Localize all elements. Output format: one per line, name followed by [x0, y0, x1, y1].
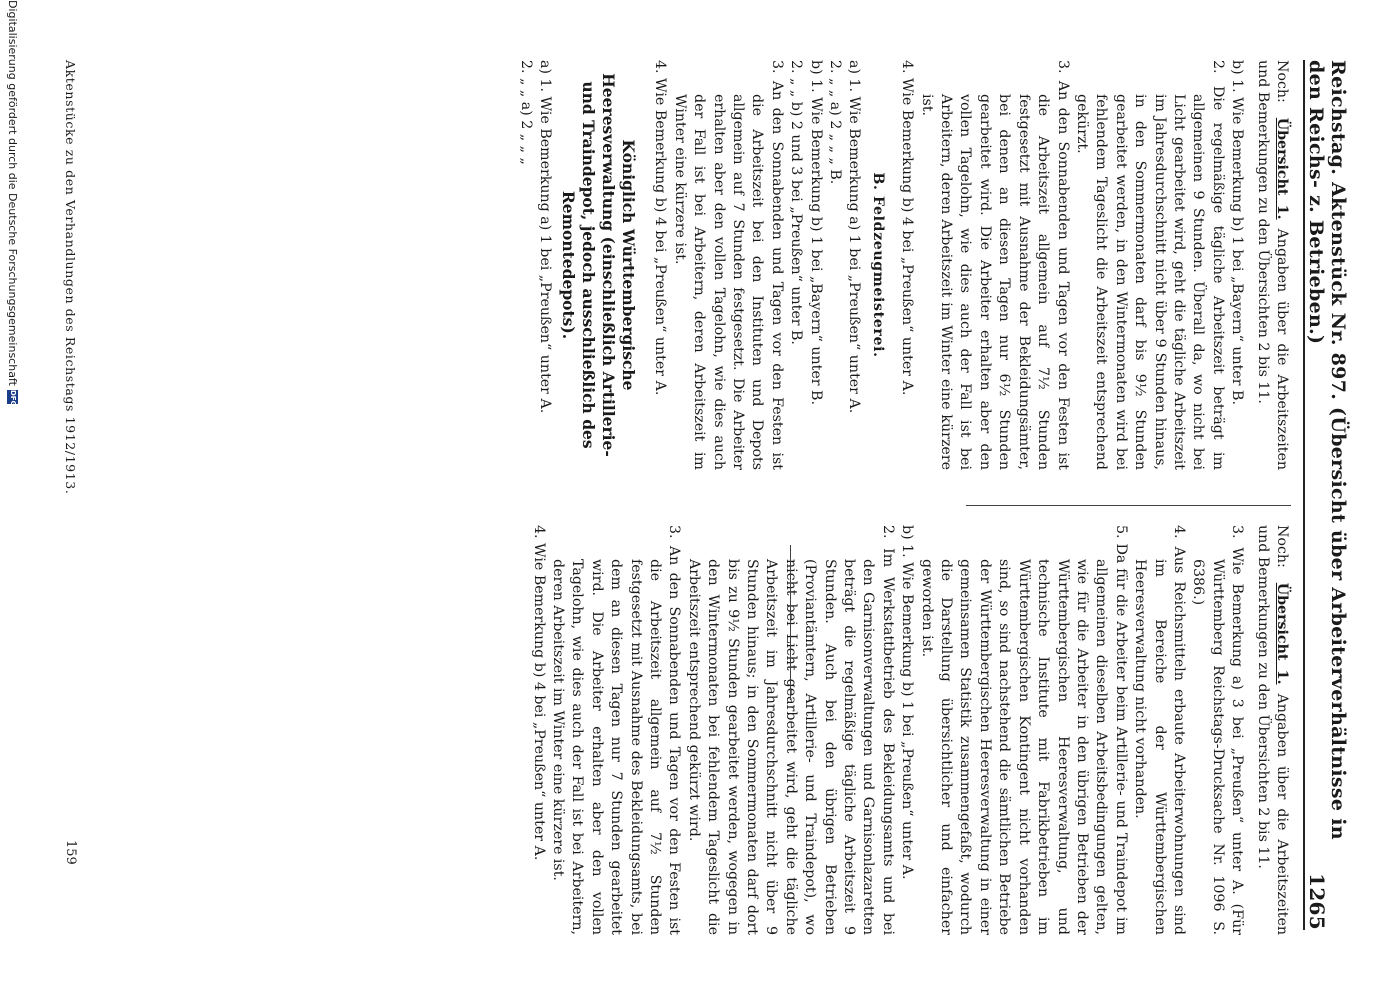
note-text: Angaben über die Arbeitszeiten und Bemerkungen zu den Übersichten 2 bis 11. [1254, 60, 1290, 470]
remark-item: 2. Die regelmäßige tägliche Arbeitszeit beträgt im allgemeinen 9 Stunden. Überall da, wo nicht bei Licht gearbeitet wird, geht die tägliche Arbeitszeit im Jahresdurchschnitt nicht über 9 Stunden hinaus, in den Sommermonaten darf bis 9½ Stunden gearbeitet werden, in den Wintermonaten wird bei fehlendem Tageslicht die Arbeitszeit entsprechend gekürzt. [1073, 60, 1226, 470]
remark-item: 3. An den Sonnabenden und Tagen vor den Festen ist die Arbeitszeit bei den Instituten und Depots allgemein auf 7 Stunden festgesetzt. Die Arbeiter erhalten aber den vollen Tagelohn, wie dies auch der Fall ist bei Arbeitern, deren Arbeitszeit im Winter eine kürzere ist. [671, 60, 785, 470]
note-ref: Übersicht 1. [1274, 117, 1290, 220]
dfg-logo-icon: DFG [9, 389, 18, 407]
section-heading: Königlich Württembergische Heeresverwaltung (einschließlich Artillerie- und Traindepot, jedoch ausschließlich des Remontedepots). [559, 73, 638, 457]
remark-item: 3. An den Sonnabenden und Tagen vor den Festen ist die Arbeitszeit allgemein auf 7½ Stunden festgesetzt mit Ausnahme der Bekleidungsämter, bei denen an diesen Tagen nur 6½ Stunden gearbeitet wird. Die Arbeiter erhalten aber den vollen Tagelohn, wie dies auch der Fall ist bei Arbeitern, deren Arbeitszeit im Winter eine kürzere ist. [918, 60, 1071, 470]
left-note [1252, 60, 1291, 470]
footer-page-number: 159 [63, 840, 78, 865]
remark-item: 2. „ „ a) 2 „ „ „ [517, 60, 534, 165]
separator-rule [790, 545, 791, 700]
remark-item: a) 1. Wie Bemerkung a) 1 bei „Preußen“ unter A. [846, 60, 863, 414]
right-note [1252, 525, 1291, 935]
page-header [1303, 60, 1349, 930]
note-label: Noch: [1274, 525, 1290, 568]
remark-item: 2. Im Werkstattbetrieb des Bekleidungsamts und bei den Garnisonverwaltungen und Garnisonlazaretten beträgt die regelmäßige tägliche Arbeitszeit 9 Stunden. Auch bei den übrigen Betrieben (Proviantämtern, Artillerie- und Traindepot), wo nicht bei Licht gearbeitet wird, geht die tägliche Arbeitszeit im Jahresdurchschnitt nicht über 9 Stunden hinaus; in den Sommermonaten darf dort bis zu 9½ Stunden gearbeitet werden, wogegen in den Wintermonaten bei fehlendem Tageslicht die Arbeitszeit entsprechend gekürzt wird. [685, 525, 896, 935]
right-column [528, 525, 1291, 935]
remark-item: a) 1. Wie Bemerkung a) 1 bei „Preußen“ unter A. [537, 60, 553, 414]
left-column [515, 60, 1291, 470]
column-divider [966, 505, 1291, 506]
header-title: Reichstag. Aktenstück Nr. 897. (Übersicht über Arbeiterverhältnisse in den Reichs- z. Betrieben.) [1305, 60, 1349, 840]
remark-item: b) 1. Wie Bemerkung b) 1 bei „Bayern“ unter B. [1229, 60, 1246, 405]
note-text: Angaben über die Arbeitszeiten und Bemerkungen zu den Übersichten 2 bis 11. [1254, 525, 1290, 935]
remark-item: b) 1. Wie Bemerkung b) 1 bei „Preußen“ unter A. [899, 525, 916, 880]
footer-title: Aktenstücke zu den Verhandlungen des Reichstags 1912/1913. [63, 60, 78, 495]
section-heading: B. Feldzeugmeisterei. [869, 172, 886, 358]
remark-item: 5. Da für die Arbeiter beim Artillerie- und Traindepot im allgemeinen dieselben Arbeitsbedingungen gelten, wie für die Arbeiter in den übrigen Betrieben der Württembergischen Heeresverwaltung, und technische Institute mit Fabrikbetrieben im Württembergischen Kontingent nicht vorhanden sind, so sind nachstehend die sämtlichen Betriebe der Württembergischen Heeresverwaltung in einer gemeinsamen Statistik zusammengefaßt, wodurch die Darstellung übersichtlicher und einfacher geworden ist. [918, 525, 1129, 935]
remark-item: 4. Wie Bemerkung b) 4 bei „Preußen“ unter A. [530, 525, 547, 861]
page-number: 1265 [1305, 873, 1329, 930]
note-label: Noch: [1274, 60, 1290, 103]
remark-item: 4. Wie Bemerkung b) 4 bei „Preußen“ unter A. [899, 60, 916, 396]
note-ref: Übersicht 1. [1274, 582, 1290, 685]
remark-item: 2. „ „ b) 2 und 3 bei „Preußen“ unter B. [788, 60, 805, 345]
remark-item: 3. Wie Bemerkung a) 3 bei „Preußen“ unter A. (Für Württemberg Reichstags-Drucksache Nr. 1096 S. 6386.) [1190, 525, 1246, 935]
remark-item: 2. „ „ a) 2 „ „ „ B. [827, 60, 844, 185]
digitization-credit [5, 0, 21, 1000]
remark-item: 4. Aus Reichsmitteln erbaute Arbeiterwohnungen sind im Bereiche der Württembergischen Heeresverwaltung nicht vorhanden. [1132, 525, 1187, 935]
remark-item: 4. Wie Bemerkung b) 4 bei „Preußen“ unter A. [652, 60, 669, 396]
credit-text: Digitalisierung gefördert durch die Deutsche Forschungsgemeinschaft [6, 0, 20, 386]
remark-item: 3. An den Sonnabenden und Tagen vor den Festen ist die Arbeitszeit allgemein auf 7½ Stunden festgesetzt mit Ausnahme des Bekleidungsamts, bei dem an diesen Tagen nur 7 Stunden gearbeitet wird. Die Arbeiter erhalten aber den vollen Tagelohn, wie dies auch der Fall ist bei Arbeitern, deren Arbeitszeit im Winter eine kürzere ist. [549, 525, 683, 935]
remark-item: b) 1. Wie Bemerkung b) 1 bei „Bayern“ unter B. [807, 60, 824, 405]
